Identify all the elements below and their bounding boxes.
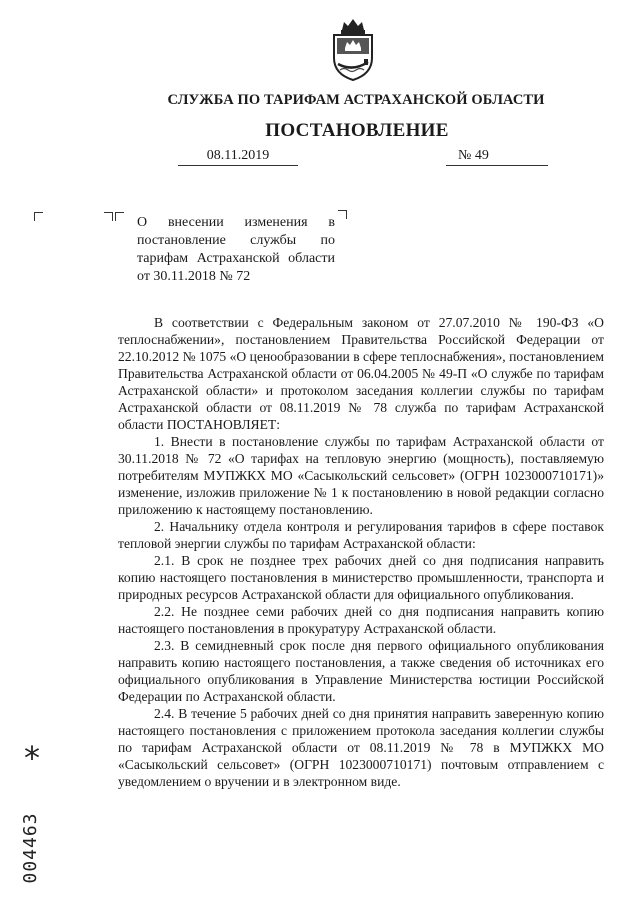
document-subject: О внесении изменения в постановление службы по тарифам Астраханской области от 30.11.2018 № 72 <box>137 215 335 284</box>
clause-2-1: 2.1. В срок не позднее трех рабочих дней со дня подписания направить копию настоящего постановления в министерство промышленности, транспорта и природных ресурсов Астраханской области для официального опубликования. <box>118 553 604 602</box>
document-body <box>118 314 604 790</box>
coat-of-arms-icon <box>328 14 378 84</box>
clause-2-4: 2.4. В течение 5 рабочих дней со дня принятия направить заверенную копию настоящего постановления с приложением протокола заседания коллегии службы по тарифам Астраханской области от 08.11.2019 № 78 в МУПЖКХ МО «Сасыкольский сельсовет» (ОГРН 1023000710171) почтовым отправлением с уведомлением о вручении и в электронном виде. <box>118 706 604 789</box>
registration-stamp <box>12 739 52 884</box>
corner-mark <box>104 212 113 221</box>
corner-mark <box>338 210 347 219</box>
clause-2-2: 2.2. Не позднее семи рабочих дней со дня подписания направить копию настоящего постановления в прокуратуру Астраханской области. <box>118 604 604 636</box>
registration-number: 004463 <box>20 812 41 884</box>
document-date: 08.11.2019 <box>178 148 298 166</box>
clause-1: 1. Внести в постановление службы по тарифам Астраханской области от 30.11.2018 № 72 «О тарифах на тепловую энергию (мощность), поставляемую потребителям МУПЖКХ МО «Сасыкольский сельсовет» (ОГРН 1023000710171)» изменение, изложив приложение № 1 к постановлению в новой редакции согласно приложению к настоящему постановлению. <box>118 434 604 517</box>
document-type: ПОСТАНОВЛЕНИЕ <box>265 120 449 141</box>
clause-2: 2. Начальнику отдела контроля и регулирования тарифов в сфере поставок тепловой энергии службы по тарифам Астраханской области: <box>118 519 604 551</box>
clause-2-3: 2.3. В семидневный срок после дня первого официального опубликования направить копию настоящего постановления, а также сведения об источниках его официального опубликования в Управление Министерства юстиции Российской Федерации по Астраханской области. <box>118 638 604 704</box>
corner-mark <box>115 212 124 221</box>
corner-mark <box>34 212 43 221</box>
preamble-paragraph: В соответствии с Федеральным законом от 27.07.2010 № 190-ФЗ «О теплоснабжении», постановлением Правительства Российской Федерации от 22.10.2012 № 1075 «О ценообразовании в сфере теплоснабжения», постановлением Правительства Астраханской области от 06.04.2005 № 49-П «О службе по тарифам Астраханской области» и протоколом заседания коллегии службы по тарифам Астраханской области от 08.11.2019 № 78 служба по тарифам Астраханской области ПОСТАНОВЛЯЕТ: <box>118 315 604 432</box>
star-icon: * <box>24 739 40 777</box>
organization-name: СЛУЖБА ПО ТАРИФАМ АСТРАХАНСКОЙ ОБЛАСТИ <box>167 92 545 108</box>
document-number: № 49 <box>446 148 548 166</box>
